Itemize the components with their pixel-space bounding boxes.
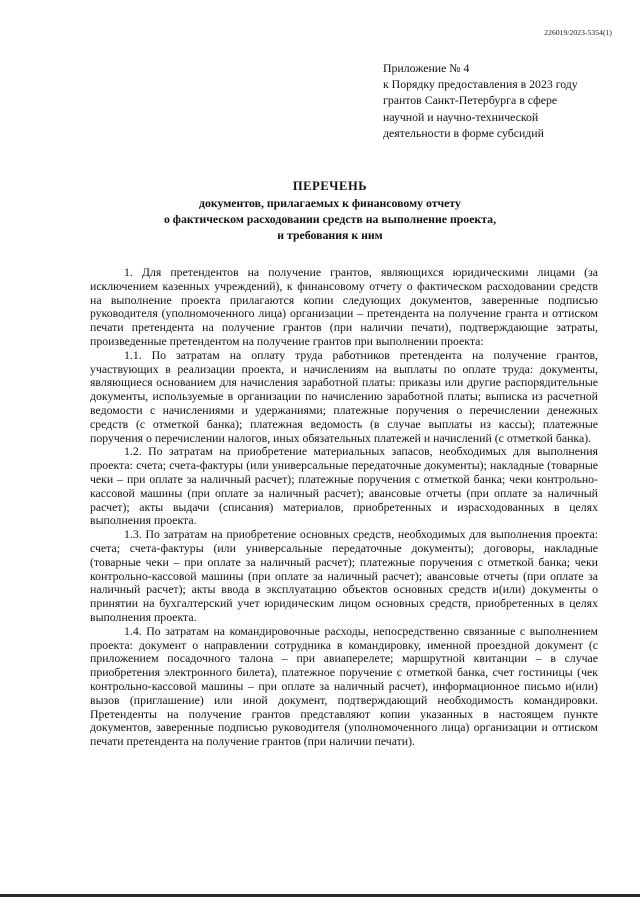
- appendix-line: к Порядку предоставления в 2023 году: [383, 77, 578, 92]
- paragraph-1-3: 1.3. По затратам на приобретение основных средств, необходимых для выполнения проекта: счета; счета-фактуры (или универсальные передаточные документы); договоры, накладные (товарные чеки – при оплате за наличный расчет); платежные поручения с отметкой банка; чеки контрольно-кассовой машины (при оплате за наличный расчет); авансовые отчеты (при оплате за наличный расчет); акты ввода в эксплуатацию объектов основных средств и(или) документы о принятии на бухгалтерский учет юридическим лицом основных средств, приобретенных в целях выполнения проекта.: [90, 527, 598, 624]
- appendix-line: грантов Санкт-Петербурга в сфере: [383, 93, 558, 108]
- paragraph-1-2: 1.2. По затратам на приобретение материальных запасов, необходимых для выполнения проекта: счета; счета-фактуры (или универсальные передаточные документы); накладные (товарные чеки – при оплате за наличный расчет); платежные поручения с отметкой банка; чеки контрольно-кассовой машины (при оплате за наличный расчет); авансовые отчеты (при оплате за наличный расчет); акты выдачи (списания) материалов, приобретенных и израсходованных в целях выполнения проекта.: [90, 444, 598, 528]
- document-registration-number: 226019/2023-5354(1): [544, 28, 612, 37]
- title-line: и требования к ним: [277, 228, 383, 242]
- paragraph-1-1: 1.1. По затратам на оплату труда работников претендента на получение грантов, участвующих в реализации проекта, и начислениям на выплаты по оплате труда: документы, являющиеся основанием для начисления заработной платы: приказы или другие распорядительные документы, используемые в организации по начислению заработной платы; выписка из расчетной ведомости с начислениями и удержаниями; платежные поручения о перечислении денежных средств (с отметкой банка); платежная ведомость (в случае выплаты из кассы); платежные поручения о перечислении налогов, иных обязательных платежей и начислений (с отметкой банка).: [90, 347, 598, 445]
- document-title: [60, 178, 600, 243]
- scan-edge-line: [0, 894, 640, 897]
- paragraph-1: 1. Для претендентов на получение грантов, являющихся юридическими лицами (за исключением казенных учреждений), к финансовому отчету о фактическом расходовании средств на выполнение проекта прилагаются копии следующих документов, заверенные подписью руководителя (уполномоченного лица) организации – претендента на получение гранта и оттиском печати претендента на получение грантов (при наличии печати), подтверждающие затраты, произведенные претендентом на получение грантов при выполнении проекта:: [90, 265, 598, 348]
- appendix-line: научной и научно-технической: [383, 109, 539, 124]
- document-body: [90, 266, 598, 749]
- title-heading: ПЕРЕЧЕНЬ: [292, 179, 368, 193]
- appendix-line: Приложение № 4: [383, 61, 470, 75]
- title-line: о фактическом расходовании средств на выполнение проекта,: [163, 212, 497, 226]
- appendix-reference: [383, 60, 623, 141]
- paragraph-1-4: 1.4. По затратам на командировочные расходы, непосредственно связанные с выполнением проекта: документ о направлении сотрудника в командировку, именной проездной документ (с приложением посадочного талона – при авиаперелете; маршрутной квитанции – в случае приобретения электронного билета), платежное поручение с отметкой банка, счет гостиницы (чек контрольно-кассовой машины – при оплате за наличный расчет), информационное письмо и(или) вызов (приглашение) или иной документ, подтверждающий необходимость командировки. Претенденты на получение грантов представляют копии указанных в настоящем пункте документов, заверенные подписью руководителя (уполномоченного лица) организации и оттиском печати претендента на получение грантов (при наличии печати).: [90, 623, 598, 749]
- title-line: документов, прилагаемых к финансовому отчету: [199, 196, 461, 210]
- appendix-line: деятельности в форме субсидий: [383, 125, 544, 140]
